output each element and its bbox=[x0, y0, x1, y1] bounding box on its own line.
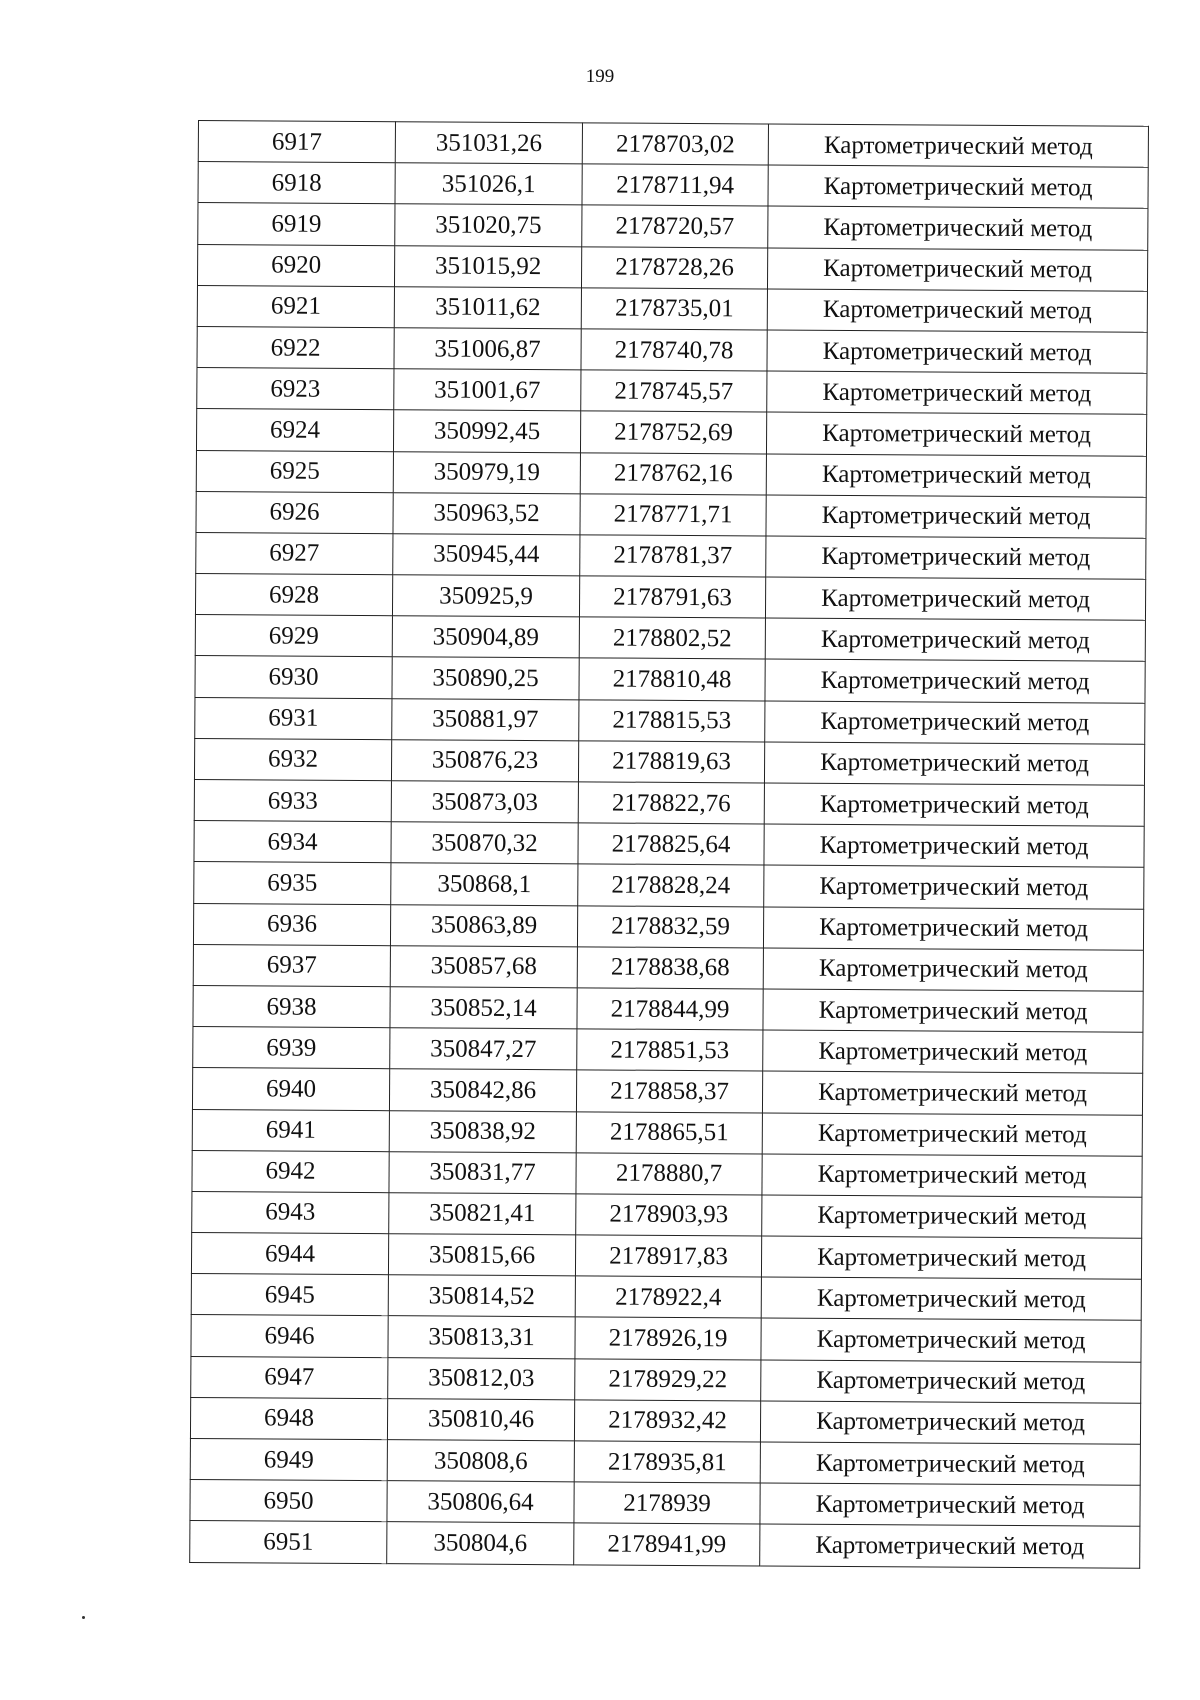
y-coordinate-cell: 2178791,63 bbox=[579, 576, 765, 618]
method-cell: Картометрический метод bbox=[764, 824, 1144, 868]
method-cell: Картометрический метод bbox=[763, 948, 1143, 992]
table-row bbox=[190, 1397, 1140, 1444]
method-cell: Картометрический метод bbox=[765, 618, 1145, 662]
x-coordinate-cell: 350904,89 bbox=[392, 616, 579, 658]
x-coordinate-cell: 350821,41 bbox=[389, 1193, 576, 1235]
point-number-cell: 6918 bbox=[198, 162, 395, 204]
method-cell: Картометрический метод bbox=[766, 453, 1146, 497]
x-coordinate-cell: 350812,03 bbox=[388, 1357, 575, 1399]
point-number-cell: 6945 bbox=[191, 1274, 388, 1316]
x-coordinate-cell: 350863,89 bbox=[390, 904, 577, 946]
y-coordinate-cell: 2178903,93 bbox=[576, 1194, 762, 1236]
x-coordinate-cell: 350814,52 bbox=[388, 1275, 575, 1317]
method-cell: Картометрический метод bbox=[764, 783, 1144, 827]
table-row bbox=[190, 1438, 1140, 1485]
y-coordinate-cell: 2178762,16 bbox=[580, 452, 766, 494]
y-coordinate-cell: 2178703,02 bbox=[582, 123, 768, 165]
table-row bbox=[193, 903, 1143, 950]
y-coordinate-cell: 2178858,37 bbox=[576, 1070, 762, 1112]
table-row bbox=[195, 615, 1145, 662]
x-coordinate-cell: 350838,92 bbox=[389, 1110, 576, 1152]
x-coordinate-cell: 350945,44 bbox=[393, 534, 580, 576]
x-coordinate-cell: 350870,32 bbox=[391, 822, 578, 864]
x-coordinate-cell: 350992,45 bbox=[393, 410, 580, 452]
y-coordinate-cell: 2178720,57 bbox=[582, 205, 768, 247]
x-coordinate-cell: 350808,6 bbox=[387, 1440, 574, 1482]
table-row bbox=[198, 162, 1148, 209]
point-number-cell: 6931 bbox=[195, 697, 392, 739]
x-coordinate-cell: 350881,97 bbox=[392, 698, 579, 740]
x-coordinate-cell: 351006,87 bbox=[394, 328, 581, 370]
x-coordinate-cell: 350979,19 bbox=[393, 451, 580, 493]
table-row bbox=[194, 779, 1144, 826]
y-coordinate-cell: 2178865,51 bbox=[576, 1111, 762, 1153]
method-cell: Картометрический метод bbox=[760, 1483, 1140, 1527]
table-row bbox=[192, 1109, 1142, 1156]
x-coordinate-cell: 350831,77 bbox=[389, 1151, 576, 1193]
y-coordinate-cell: 2178822,76 bbox=[578, 782, 764, 824]
y-coordinate-cell: 2178781,37 bbox=[580, 535, 766, 577]
point-number-cell: 6936 bbox=[193, 903, 390, 945]
y-coordinate-cell: 2178844,99 bbox=[577, 988, 763, 1030]
method-cell: Картометрический метод bbox=[760, 1442, 1140, 1486]
x-coordinate-cell: 351011,62 bbox=[394, 286, 581, 328]
y-coordinate-cell: 2178926,19 bbox=[575, 1317, 761, 1359]
method-cell: Картометрический метод bbox=[768, 124, 1148, 168]
method-cell: Картометрический метод bbox=[762, 1195, 1142, 1239]
point-number-cell: 6923 bbox=[197, 368, 394, 410]
table-row bbox=[192, 1150, 1142, 1197]
point-number-cell: 6950 bbox=[190, 1480, 387, 1522]
table-row bbox=[191, 1315, 1141, 1362]
point-number-cell: 6938 bbox=[193, 985, 390, 1027]
point-number-cell: 6929 bbox=[195, 615, 392, 657]
y-coordinate-cell: 2178728,26 bbox=[581, 246, 767, 288]
point-number-cell: 6935 bbox=[194, 862, 391, 904]
table-row bbox=[194, 738, 1144, 785]
table-row bbox=[192, 1191, 1142, 1238]
y-coordinate-cell: 2178832,59 bbox=[577, 905, 763, 947]
point-number-cell: 6919 bbox=[198, 203, 395, 245]
point-number-cell: 6949 bbox=[190, 1438, 387, 1480]
point-number-cell: 6946 bbox=[191, 1315, 388, 1357]
x-coordinate-cell: 350873,03 bbox=[391, 781, 578, 823]
point-number-cell: 6927 bbox=[196, 532, 393, 574]
table-row bbox=[191, 1274, 1141, 1321]
point-number-cell: 6921 bbox=[197, 285, 394, 327]
table-row bbox=[194, 821, 1144, 868]
y-coordinate-cell: 2178802,52 bbox=[579, 617, 765, 659]
x-coordinate-cell: 350852,14 bbox=[390, 987, 577, 1029]
point-number-cell: 6944 bbox=[191, 1233, 388, 1275]
method-cell: Картометрический метод bbox=[763, 1030, 1143, 1074]
table-row bbox=[197, 285, 1147, 332]
method-cell: Картометрический метод bbox=[764, 865, 1144, 909]
y-coordinate-cell: 2178838,68 bbox=[577, 947, 763, 989]
x-coordinate-cell: 351015,92 bbox=[394, 245, 581, 287]
x-coordinate-cell: 350804,6 bbox=[387, 1522, 574, 1564]
scan-speck bbox=[82, 1616, 85, 1619]
table-row bbox=[198, 121, 1148, 168]
x-coordinate-cell: 350847,27 bbox=[390, 1028, 577, 1070]
x-coordinate-cell: 350815,66 bbox=[388, 1234, 575, 1276]
point-number-cell: 6941 bbox=[192, 1109, 389, 1151]
y-coordinate-cell: 2178935,81 bbox=[574, 1441, 760, 1483]
method-cell: Картометрический метод bbox=[761, 1236, 1141, 1280]
x-coordinate-cell: 350806,64 bbox=[387, 1481, 574, 1523]
coordinates-table-body bbox=[190, 121, 1149, 1568]
method-cell: Картометрический метод bbox=[766, 536, 1146, 580]
point-number-cell: 6940 bbox=[192, 1068, 389, 1110]
table-row bbox=[198, 203, 1148, 250]
table-row bbox=[193, 944, 1143, 991]
y-coordinate-cell: 2178825,64 bbox=[578, 823, 764, 865]
y-coordinate-cell: 2178880,7 bbox=[576, 1153, 762, 1195]
y-coordinate-cell: 2178828,24 bbox=[578, 864, 764, 906]
method-cell: Картометрический метод bbox=[766, 495, 1146, 539]
point-number-cell: 6943 bbox=[192, 1191, 389, 1233]
table-row bbox=[197, 368, 1147, 415]
point-number-cell: 6924 bbox=[196, 409, 393, 451]
method-cell: Картометрический метод bbox=[767, 371, 1147, 415]
y-coordinate-cell: 2178771,71 bbox=[580, 494, 766, 536]
method-cell: Картометрический метод bbox=[765, 577, 1145, 621]
y-coordinate-cell: 2178745,57 bbox=[581, 370, 767, 412]
table-row bbox=[196, 450, 1146, 497]
y-coordinate-cell: 2178917,83 bbox=[575, 1235, 761, 1277]
point-number-cell: 6930 bbox=[195, 656, 392, 698]
point-number-cell: 6933 bbox=[194, 779, 391, 821]
point-number-cell: 6947 bbox=[191, 1356, 388, 1398]
y-coordinate-cell: 2178740,78 bbox=[581, 329, 767, 371]
x-coordinate-cell: 350813,31 bbox=[388, 1316, 575, 1358]
table-row bbox=[195, 574, 1145, 621]
y-coordinate-cell: 2178932,42 bbox=[574, 1400, 760, 1442]
y-coordinate-cell: 2178941,99 bbox=[574, 1523, 760, 1565]
point-number-cell: 6925 bbox=[196, 450, 393, 492]
x-coordinate-cell: 350857,68 bbox=[390, 945, 577, 987]
x-coordinate-cell: 350890,25 bbox=[392, 657, 579, 699]
x-coordinate-cell: 351026,1 bbox=[395, 163, 582, 205]
method-cell: Картометрический метод bbox=[767, 330, 1147, 374]
point-number-cell: 6951 bbox=[190, 1521, 387, 1563]
point-number-cell: 6932 bbox=[194, 738, 391, 780]
y-coordinate-cell: 2178939 bbox=[574, 1482, 760, 1524]
table-row bbox=[191, 1233, 1141, 1280]
y-coordinate-cell: 2178929,22 bbox=[575, 1358, 761, 1400]
method-cell: Картометрический метод bbox=[765, 659, 1145, 703]
point-number-cell: 6917 bbox=[198, 121, 395, 163]
y-coordinate-cell: 2178752,69 bbox=[580, 411, 766, 453]
method-cell: Картометрический метод bbox=[765, 701, 1145, 745]
table-row bbox=[195, 656, 1145, 703]
table-row bbox=[194, 862, 1144, 909]
method-cell: Картометрический метод bbox=[763, 989, 1143, 1033]
x-coordinate-cell: 350810,46 bbox=[387, 1398, 574, 1440]
table-row bbox=[193, 1027, 1143, 1074]
point-number-cell: 6922 bbox=[197, 326, 394, 368]
method-cell: Картометрический метод bbox=[760, 1524, 1140, 1568]
table-row bbox=[192, 1068, 1142, 1115]
y-coordinate-cell: 2178810,48 bbox=[579, 658, 765, 700]
coordinates-table bbox=[189, 120, 1149, 1568]
y-coordinate-cell: 2178711,94 bbox=[582, 164, 768, 206]
method-cell: Картометрический метод bbox=[761, 1277, 1141, 1321]
table-row bbox=[196, 532, 1146, 579]
method-cell: Картометрический метод bbox=[767, 248, 1147, 292]
point-number-cell: 6948 bbox=[190, 1397, 387, 1439]
point-number-cell: 6926 bbox=[196, 491, 393, 533]
y-coordinate-cell: 2178922,4 bbox=[575, 1276, 761, 1318]
table-row bbox=[196, 409, 1146, 456]
method-cell: Картометрический метод bbox=[760, 1401, 1140, 1445]
page-number: 199 bbox=[585, 66, 615, 87]
x-coordinate-cell: 351031,26 bbox=[395, 122, 582, 164]
method-cell: Картометрический метод bbox=[767, 289, 1147, 333]
x-coordinate-cell: 351020,75 bbox=[395, 204, 582, 246]
method-cell: Картометрический метод bbox=[766, 412, 1146, 456]
point-number-cell: 6920 bbox=[197, 244, 394, 286]
x-coordinate-cell: 351001,67 bbox=[394, 369, 581, 411]
method-cell: Картометрический метод bbox=[762, 1071, 1142, 1115]
table-row bbox=[191, 1356, 1141, 1403]
table-row bbox=[197, 244, 1147, 291]
point-number-cell: 6942 bbox=[192, 1150, 389, 1192]
table-row bbox=[195, 697, 1145, 744]
y-coordinate-cell: 2178851,53 bbox=[577, 1029, 763, 1071]
method-cell: Картометрический метод bbox=[761, 1318, 1141, 1362]
method-cell: Картометрический метод bbox=[761, 1360, 1141, 1404]
table-row bbox=[190, 1480, 1140, 1527]
x-coordinate-cell: 350876,23 bbox=[391, 740, 578, 782]
method-cell: Картометрический метод bbox=[764, 742, 1144, 786]
method-cell: Картометрический метод bbox=[768, 206, 1148, 250]
y-coordinate-cell: 2178819,63 bbox=[578, 741, 764, 783]
x-coordinate-cell: 350925,9 bbox=[392, 575, 579, 617]
point-number-cell: 6939 bbox=[193, 1027, 390, 1069]
x-coordinate-cell: 350963,52 bbox=[393, 492, 580, 534]
method-cell: Картометрический метод bbox=[762, 1112, 1142, 1156]
table-row bbox=[193, 985, 1143, 1032]
x-coordinate-cell: 350842,86 bbox=[389, 1069, 576, 1111]
x-coordinate-cell: 350868,1 bbox=[391, 863, 578, 905]
point-number-cell: 6937 bbox=[193, 944, 390, 986]
y-coordinate-cell: 2178815,53 bbox=[579, 699, 765, 741]
table-row bbox=[196, 491, 1146, 538]
y-coordinate-cell: 2178735,01 bbox=[581, 288, 767, 330]
table-row bbox=[190, 1521, 1140, 1568]
method-cell: Картометрический метод bbox=[762, 1154, 1142, 1198]
method-cell: Картометрический метод bbox=[763, 907, 1143, 951]
point-number-cell: 6928 bbox=[195, 574, 392, 616]
table-row bbox=[197, 326, 1147, 373]
point-number-cell: 6934 bbox=[194, 821, 391, 863]
method-cell: Картометрический метод bbox=[768, 165, 1148, 209]
